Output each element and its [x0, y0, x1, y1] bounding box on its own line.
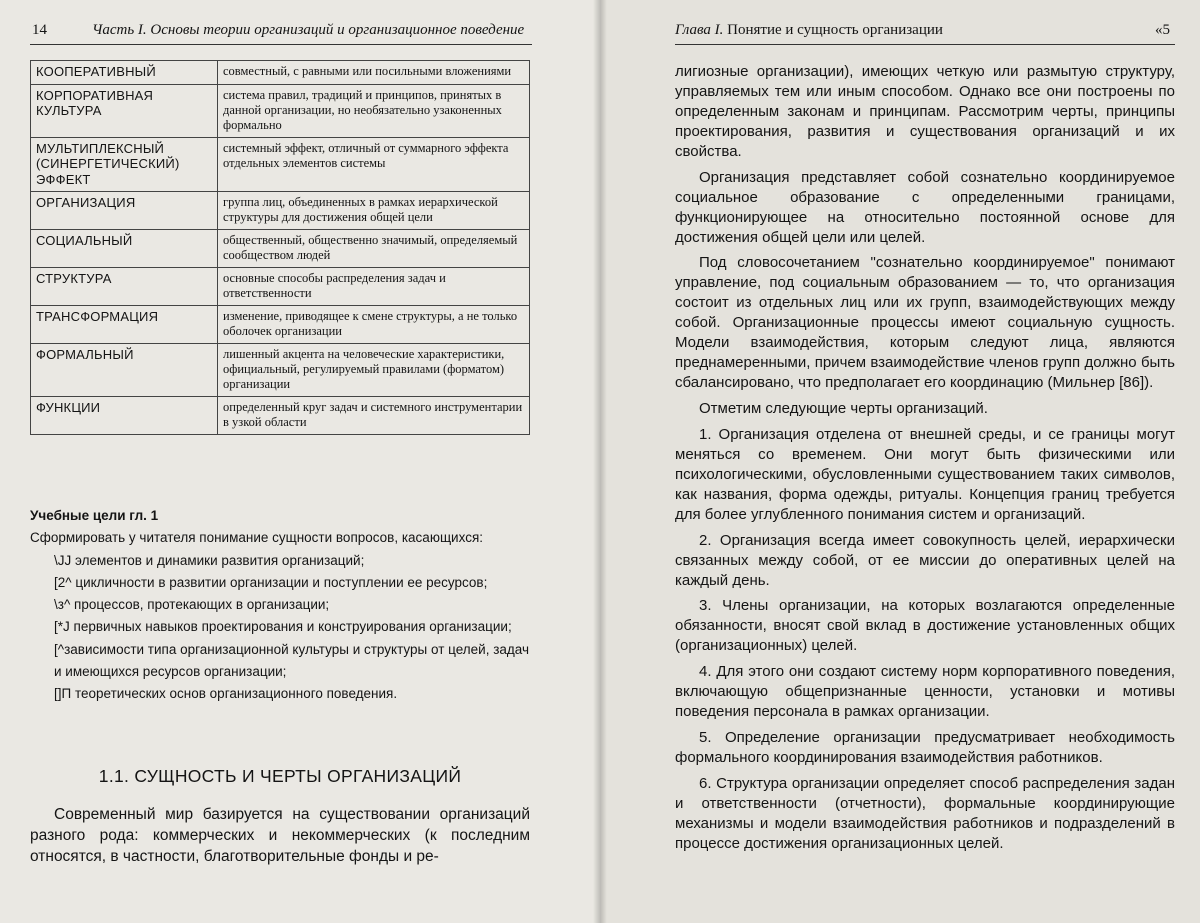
goals-intro: Сформировать у читателя понимание сущности вопросов, касающихся: — [30, 530, 484, 546]
glossary-row — [31, 61, 530, 85]
goal-item: \з^ процессов, протекающих в организации; — [54, 597, 330, 613]
running-head-left — [92, 22, 524, 39]
glossary-definition: общественный, общественно значимый, определяемый сообществом людей — [218, 230, 530, 268]
goal-item: [*J первичных навыков проектирования и конструирования организации; — [54, 619, 512, 635]
paragraph: 1. Организация отделена от внешней среды, и се границы могут меняться со временем. Они могут быть физическими или психологическими, обусловленными существованием таких символов, как названия, форма одежды, ритуалы. Концепция границ требуется для более углубленного понимания систем и организаций. — [675, 425, 1175, 523]
paragraph: Под словосочетанием "сознательно координируемое" понимают управление, под социальным образованием — то, что организация состоит из отдельных лиц или их групп, взаимодействующих между собой. Организационные процессы имеют социальную сущность. Модели взаимодействия, которым следуют лица, являются преднамеренными, причем взаимодействие членов групп должно быть сбалансировано, что предполагает его координацию (Мильнер [86]). — [675, 254, 1175, 392]
glossary-row — [31, 84, 530, 137]
glossary-term: СОЦИАЛЬНЫЙ — [31, 230, 218, 268]
running-head-right — [675, 22, 943, 39]
running-head-chapter-title: Понятие и сущность организации — [727, 22, 943, 38]
paragraph: лигиозные организации), имеющих четкую или размытую структуру, управляемых тем или иным способом. Однако все они построены по определенным законам и принципам. Рассмотрим черты, принципы проектирования, развития и существования организаций и их свойства. — [675, 63, 1175, 160]
goal-item: [2^ цикличности в развитии организации и поступлении ее ресурсов; — [54, 574, 488, 590]
glossary-term: СТРУКТУРА — [31, 268, 218, 306]
learning-goals — [30, 505, 530, 705]
page-number-right: «5 — [1155, 22, 1170, 38]
glossary-row — [31, 306, 530, 344]
goals-title: Учебные цели гл. 1 — [30, 508, 159, 523]
glossary-definition: изменение, приводящее к смене структуры, а не только оболочек организации — [218, 306, 530, 344]
goal-item: [^зависимости типа организационной культуры и структуры от целей, задач и имеющихся ресурсов организации; — [54, 641, 530, 679]
glossary-definition: основные способы распределения задач и ответственности — [218, 268, 530, 306]
glossary-row — [31, 137, 530, 192]
section-title: 1.1. СУЩНОСТЬ И ЧЕРТЫ ОРГАНИЗАЦИЙ — [98, 766, 462, 786]
paragraph: 5. Определение организации предусматривает необходимость формального координирования взаимодействия работников. — [675, 729, 1175, 766]
glossary-term: ФУНКЦИИ — [31, 397, 218, 435]
glossary-term: КОРПОРАТИВНАЯ КУЛЬТУРА — [31, 84, 218, 137]
glossary-table — [30, 60, 530, 435]
book-gutter — [593, 0, 607, 923]
paragraph: Организация представляет собой сознательно координируемое социальное образование с определенными границами, функционирующее на относительно постоянной основе для достижения общей цели или целей. — [675, 168, 1175, 246]
goal-item: \JJ элементов и динамики развития организаций; — [54, 552, 365, 568]
glossary-row — [31, 344, 530, 397]
goal-item: []П теоретических основ организационного поведения. — [54, 686, 398, 702]
glossary-definition: определенный круг задач и системного инструментарии в узкой области — [218, 397, 530, 435]
glossary-row — [31, 268, 530, 306]
glossary-term: ОРГАНИЗАЦИЯ — [31, 192, 218, 230]
goals-list — [30, 550, 530, 706]
glossary-definition: группа лиц, объединенных в рамках иерархической структуры для достижения общей цели — [218, 192, 530, 230]
page-number-left: 14 — [32, 22, 47, 38]
paragraph: 2. Организация всегда имеет совокупность целей, иерархически связанных между собой, от ее миссии до оперативных целей на каждый день. — [675, 531, 1175, 589]
glossary-term: МУЛЬТИПЛЕКСНЫЙ (СИНЕРГЕТИЧЕСКИЙ) ЭФФЕКТ — [31, 137, 218, 192]
glossary-term: ТРАНСФОРМАЦИЯ — [31, 306, 218, 344]
glossary-term: КООПЕРАТИВНЫЙ — [31, 61, 218, 85]
glossary-definition: система правил, традиций и принципов, принятых в данной организации, но необязательно узаконенных формально — [218, 84, 530, 137]
glossary-row — [31, 397, 530, 435]
glossary-definition: лишенный акцента на человеческие характеристики, официальный, регулируемый правилами (форматом) организации — [218, 344, 530, 397]
body-text-right — [675, 62, 1175, 860]
glossary-row — [31, 230, 530, 268]
header-rule-left — [30, 44, 532, 45]
header-rule-right — [675, 44, 1175, 45]
paragraph: 3. Члены организации, на которых возлагаются определенные обязанности, вносят свой вклад в достижение установленных общих (организационных) целей. — [675, 597, 1175, 655]
glossary-definition: совместный, с равными или посильными вложениями — [218, 61, 530, 85]
glossary-row — [31, 192, 530, 230]
running-head-chapter: Глава I. — [675, 22, 724, 38]
right-page — [600, 0, 1200, 923]
glossary-definition: системный эффект, отличный от суммарного эффекта отдельных элементов системы — [218, 137, 530, 192]
body-text-left: Современный мир базируется на существовании организаций разного рода: коммерческих и некоммерческих (к последним относятся, в частности, благотворительные фонды и ре- — [30, 806, 530, 865]
paragraph: Отметим следующие черты организаций. — [699, 400, 988, 417]
paragraph: 4. Для этого они создают систему норм корпоративного поведения, включающую общепризнанные ценности, установки и мотивы поведения персонала в рамках организации. — [675, 663, 1175, 721]
paragraph: 6. Структура организации определяет способ распределения задан и ответственности (отчетности), формальные координирующие механизмы и модели взаимодействия работников и подразделений в процессе достижения организационных целей. — [675, 774, 1175, 852]
glossary-term: ФОРМАЛЬНЫЙ — [31, 344, 218, 397]
running-head-left-text: Часть I. Основы теории организаций и организационное поведение — [92, 22, 525, 38]
